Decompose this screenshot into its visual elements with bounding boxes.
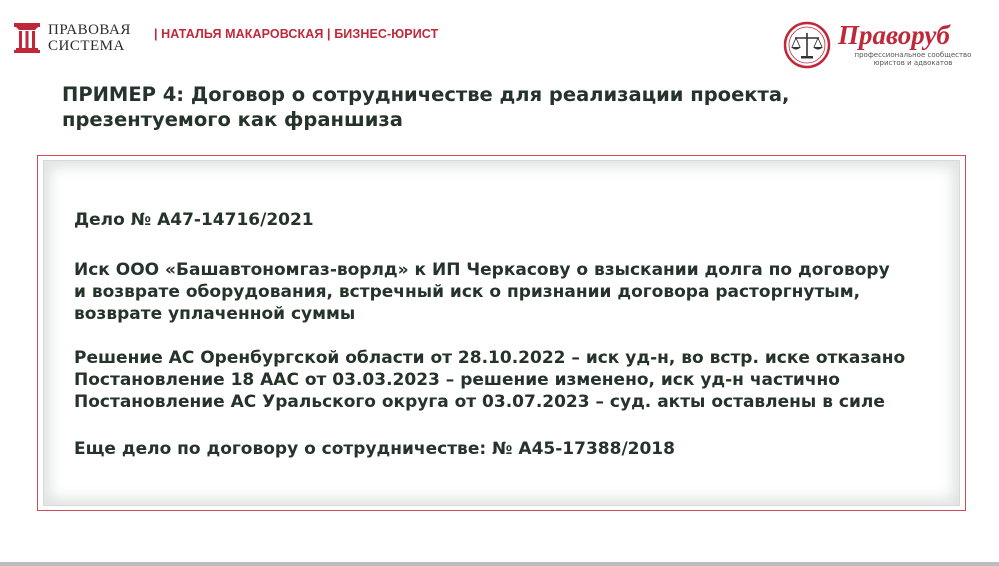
- column-icon: [14, 23, 40, 53]
- title-line-2: презентуемого как франшиза: [62, 108, 403, 131]
- decision-line: Решение АС Оренбургской области от 28.10.2022 – иск уд-н, во встр. иске отказано: [74, 348, 906, 368]
- scales-of-justice-icon: [782, 20, 832, 70]
- decision-line: Постановление АС Уральского округа от 03.07.2023 – суд. акты оставлены в силе: [74, 392, 885, 412]
- case-number: Дело № А47-14716/2021: [74, 210, 314, 230]
- decision-line: Постановление 18 ААС от 03.03.2023 – решение изменено, иск уд-н частично: [74, 370, 840, 390]
- suit-line: и возврате оборудования, встречный иск о признании договора расторгнутым,: [74, 282, 861, 302]
- logo-line-1: ПРАВОВАЯ: [48, 22, 131, 38]
- page-title: [62, 82, 862, 132]
- pravovaya-sistema-logo: [14, 22, 131, 54]
- suit-description: [74, 259, 890, 325]
- another-case: Еще дело по договору о сотрудничестве: № А45-17388/2018: [74, 439, 675, 459]
- logo-line-2: СИСТЕМА: [48, 38, 125, 54]
- logo-wordmark: [48, 22, 131, 54]
- author-tagline: | НАТАЛЬЯ МАКАРОВСКАЯ | БИЗНЕС-ЮРИСТ: [154, 27, 439, 41]
- brand-name: Праворуб: [838, 20, 950, 50]
- title-line-1: ПРИМЕР 4: Договор о сотрудничестве для реализации проекта,: [62, 83, 790, 106]
- court-decisions: [74, 347, 905, 413]
- brand-tagline: профессиональное сообщество юристов и адвокатов: [854, 51, 972, 67]
- suit-line: Иск ООО «Башавтономгаз-ворлд» к ИП Черкасову о взыскании долга по договору: [74, 260, 890, 280]
- bottom-divider: [0, 562, 999, 566]
- pravorub-logo: [782, 18, 982, 74]
- suit-line: возврате уплаченной суммы: [74, 304, 356, 324]
